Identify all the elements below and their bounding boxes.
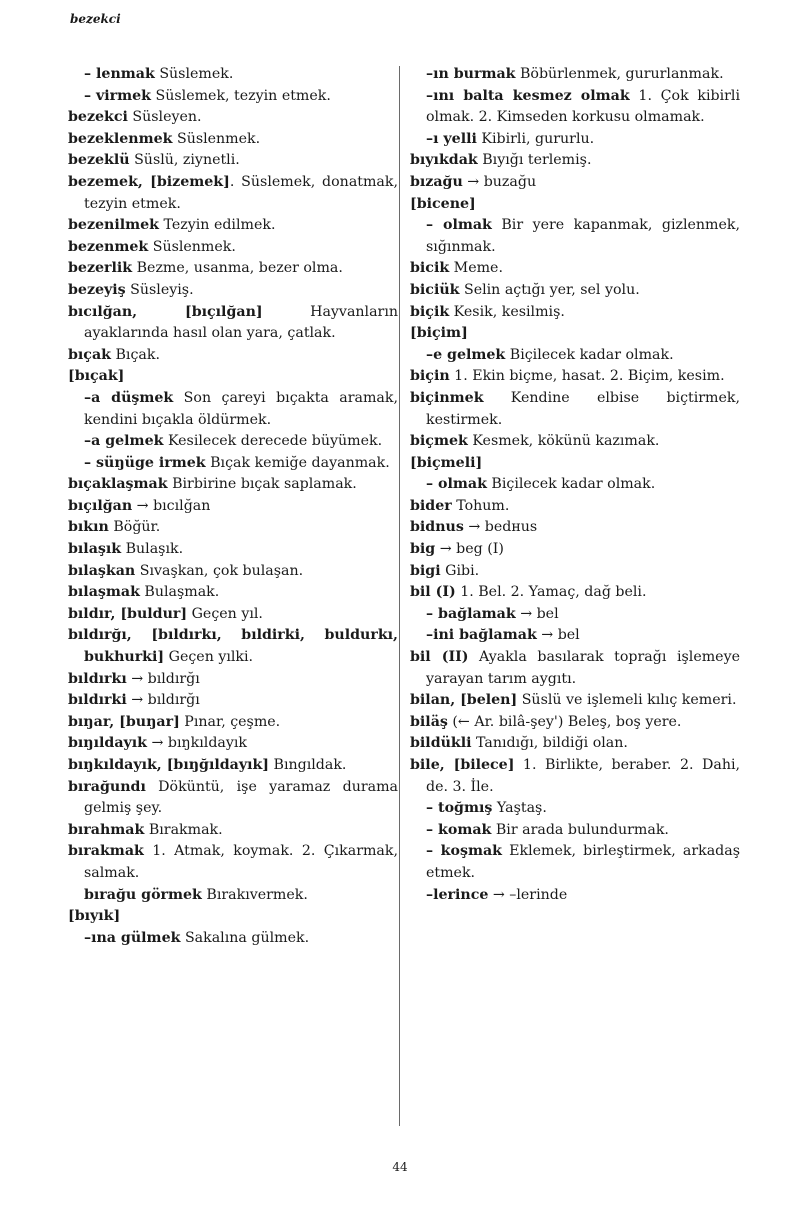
entry-headword: bider xyxy=(410,497,452,514)
dictionary-entry xyxy=(68,777,398,820)
entry-headword: biläş xyxy=(410,713,448,730)
dictionary-entry xyxy=(68,625,398,668)
dictionary-entry xyxy=(68,820,398,842)
entry-headword: biçik xyxy=(410,303,450,320)
dictionary-entry xyxy=(410,388,740,431)
entry-definition: Meme. xyxy=(449,260,503,277)
entry-definition: Tezyin edilmek. xyxy=(159,217,276,234)
entry-definition: → bıldırğı xyxy=(126,670,200,687)
entry-headword: –ını balta kesmez olmak xyxy=(426,87,630,104)
entry-definition: Son çareyi bıçakta aramak, kendini bıçakla öldürmek. xyxy=(84,389,398,428)
entry-headword: bezenmek xyxy=(68,238,149,255)
entry-definition: Kesmek, kökünü kazımak. xyxy=(467,433,660,450)
dictionary-entry xyxy=(68,280,398,302)
dictionary-entry xyxy=(68,669,398,691)
dictionary-entry xyxy=(410,733,740,755)
dictionary-entry xyxy=(410,474,740,496)
entry-headword: bilan, [belen] xyxy=(410,692,518,709)
entry-definition: Süsleyiş. xyxy=(125,281,194,298)
dictionary-entry xyxy=(410,172,740,194)
entry-definition: Bıngıldak. xyxy=(269,757,347,773)
dictionary-entry xyxy=(68,604,398,626)
dictionary-entry xyxy=(410,755,740,798)
entry-definition: Geçen yıl. xyxy=(187,605,263,622)
dictionary-entry xyxy=(410,496,740,518)
entry-definition: Biçilecek kadar olmak. xyxy=(486,476,656,493)
entry-definition: Kibirli, gururlu. xyxy=(476,130,595,147)
entry-headword: –ın burmak xyxy=(426,66,516,82)
dictionary-entry xyxy=(410,453,740,475)
dictionary-entry xyxy=(68,928,398,950)
dictionary-entry xyxy=(68,733,398,755)
entry-definition: Süslenmek. xyxy=(148,238,236,255)
entry-definition: → bıŋkıldayık xyxy=(146,735,248,752)
dictionary-entry xyxy=(68,539,398,561)
dictionary-entry xyxy=(68,906,398,928)
entry-headword: – toğmış xyxy=(426,800,493,817)
dictionary-entry xyxy=(68,107,398,129)
entry-definition: Kesik, kesilmiş. xyxy=(449,303,565,320)
entry-headword: bil (II) xyxy=(410,649,469,666)
entry-headword: bicik xyxy=(410,260,450,277)
entry-headword: bıcılğan, [bıçılğan] xyxy=(68,303,263,320)
entry-headword: bezerlik xyxy=(68,260,133,277)
entry-headword: bıŋıldayık xyxy=(68,735,147,752)
entry-definition: Bıçak. xyxy=(110,346,160,363)
dictionary-entry xyxy=(410,129,740,151)
entry-headword: biçinmek xyxy=(410,389,484,406)
entry-headword: – olmak xyxy=(426,476,487,493)
dictionary-entry xyxy=(68,172,398,215)
entry-definition: Bezme, usanma, bezer olma. xyxy=(132,260,343,277)
dictionary-entry xyxy=(68,841,398,884)
entry-headword: bile, [bilece] xyxy=(410,757,515,773)
dictionary-entry xyxy=(410,712,740,734)
entry-definition: Hayvanların ayaklarında hasıl olan yara, çatlak. xyxy=(84,303,398,342)
entry-headword: bıyıkdak xyxy=(410,152,478,169)
dictionary-entry xyxy=(68,690,398,712)
entry-definition: Geçen yılki. xyxy=(164,649,254,666)
entry-definition: Tohum. xyxy=(451,497,510,514)
entry-definition: Selin açtığı yer, sel yolu. xyxy=(459,281,640,298)
entry-definition: Bıçak kemiğe dayanmak. xyxy=(205,454,390,471)
entry-definition: → bel xyxy=(515,605,559,622)
entry-definition: Süslemek. xyxy=(154,66,234,82)
dictionary-entry xyxy=(410,215,740,258)
entry-definition: 1. Birlikte, beraber. 2. Dahi, de. 3. İle. xyxy=(426,757,741,795)
entry-definition: Gibi. xyxy=(440,562,480,579)
entry-definition: Eklemek, birleştirmek, arkadaş etmek. xyxy=(426,843,740,881)
dictionary-entry xyxy=(410,517,740,539)
entry-headword: – virmek xyxy=(84,87,152,104)
entry-headword: big xyxy=(410,541,436,558)
entry-definition: Böğür. xyxy=(108,519,161,536)
entry-headword: biçmek xyxy=(410,433,468,450)
dictionary-entry xyxy=(410,690,740,712)
entry-headword: bezemek, [bizemek] xyxy=(68,173,230,190)
entry-definition: Bulaşık. xyxy=(121,541,184,558)
entry-headword: bırağu görmek xyxy=(84,886,202,903)
entry-headword: bezeklü xyxy=(68,152,130,169)
dictionary-entry xyxy=(68,302,398,345)
entry-definition: Kesilecek derecede büyümek. xyxy=(163,433,383,450)
entry-headword: –ini bağlamak xyxy=(426,627,537,644)
entry-definition: → –lerinde xyxy=(488,886,568,903)
entry-definition: Bıyığı terlemiş. xyxy=(477,152,592,169)
entry-headword: bıldırki xyxy=(68,692,127,709)
right-column xyxy=(410,64,740,906)
dictionary-entry xyxy=(68,237,398,259)
entry-headword: bıŋkıldayık, [bıŋğıldayık] xyxy=(68,757,270,773)
entry-headword: –e gelmek xyxy=(426,346,506,363)
dictionary-entry xyxy=(68,431,398,453)
entry-definition: → beg (I) xyxy=(435,541,504,558)
dictionary-entry xyxy=(410,194,740,216)
entry-headword: biçin xyxy=(410,368,450,385)
dictionary-entry xyxy=(410,86,740,129)
dictionary-entry xyxy=(68,712,398,734)
entry-headword: [bıyık] xyxy=(68,908,121,925)
entry-headword: bırahmak xyxy=(68,821,145,838)
entry-definition: Böbürlenmek, gururlanmak. xyxy=(515,66,724,82)
entry-headword: bezeklenmek xyxy=(68,130,173,147)
entry-headword: –ına gülmek xyxy=(84,929,181,946)
dictionary-entry xyxy=(68,258,398,280)
dictionary-entry xyxy=(68,755,398,777)
dictionary-entry xyxy=(410,539,740,561)
entry-definition: 1. Bel. 2. Yamaç, dağ beli. xyxy=(455,584,647,601)
left-column xyxy=(68,64,398,949)
dictionary-entry xyxy=(68,561,398,583)
entry-definition: Süslü ve işlemeli kılıç kemeri. xyxy=(517,692,737,709)
dictionary-entry xyxy=(410,150,740,172)
entry-definition: 1. Çok kibirli olmak. 2. Kimseden korkusu olmamak. xyxy=(426,87,740,126)
dictionary-entry xyxy=(410,280,740,302)
dictionary-entry xyxy=(410,323,740,345)
dictionary-entry xyxy=(410,647,740,690)
entry-definition: → bıldırğı xyxy=(126,692,200,709)
dictionary-entry xyxy=(410,64,740,86)
entry-definition: Süsleyen. xyxy=(127,109,202,126)
entry-headword: bıçak xyxy=(68,346,111,363)
entry-definition: Yaştaş. xyxy=(492,800,547,817)
dictionary-entry xyxy=(68,582,398,604)
entry-headword: bırağundı xyxy=(68,778,146,795)
entry-headword: – komak xyxy=(426,821,492,838)
entry-headword: bil (I) xyxy=(410,584,456,601)
entry-definition: 1. Atmak, koymak. 2. Çıkarmak, salmak. xyxy=(84,843,398,881)
entry-headword: –a düşmek xyxy=(84,389,174,406)
entry-definition: Süslenmek. xyxy=(172,130,261,147)
dictionary-entry xyxy=(410,798,740,820)
entry-headword: bıldır, [buldur] xyxy=(68,605,188,622)
dictionary-entry xyxy=(410,366,740,388)
entry-definition: Kendine elbise biçtirmek, kestirmek. xyxy=(426,389,740,428)
entry-definition: Birbirine bıçak saplamak. xyxy=(167,476,357,493)
entry-headword: [biçmeli] xyxy=(410,454,483,471)
entry-headword: –a gelmek xyxy=(84,433,164,450)
entry-definition: 1. Ekin biçme, hasat. 2. Biçim, kesim. xyxy=(449,368,725,385)
dictionary-entry xyxy=(68,345,398,367)
dictionary-entry xyxy=(410,561,740,583)
page-number: 44 xyxy=(392,1160,408,1174)
dictionary-entry xyxy=(410,345,740,367)
dictionary-entry xyxy=(410,302,740,324)
running-head: bezekci xyxy=(70,12,121,26)
entry-definition: Bırakıvermek. xyxy=(201,886,308,903)
entry-headword: bırakmak xyxy=(68,843,144,860)
entry-definition: → buzağu xyxy=(462,173,537,190)
entry-headword: bızağu xyxy=(410,173,463,190)
entry-headword: bezeyiş xyxy=(68,281,126,298)
dictionary-entry xyxy=(68,517,398,539)
dictionary-entry xyxy=(68,885,398,907)
entry-definition: Bulaşmak. xyxy=(139,584,220,601)
entry-definition: Sıvaşkan, çok bulaşan. xyxy=(135,562,304,579)
entry-definition: (← Ar. bilâ-şey') Beleş, boş yere. xyxy=(447,713,682,730)
entry-headword: [bıçak] xyxy=(68,368,125,385)
entry-headword: – olmak xyxy=(426,217,492,234)
entry-definition: Biçilecek kadar olmak. xyxy=(505,346,674,363)
entry-headword: bıçaklaşmak xyxy=(68,476,168,493)
entry-definition: Pınar, çeşme. xyxy=(179,713,281,730)
entry-definition: Bırakmak. xyxy=(144,821,223,838)
dictionary-entry xyxy=(68,150,398,172)
entry-definition: Tanıdığı, bildiği olan. xyxy=(471,735,628,752)
dictionary-entry xyxy=(68,215,398,237)
dictionary-entry xyxy=(410,820,740,842)
entry-headword: –ı yelli xyxy=(426,130,477,147)
entry-headword: bezenilmek xyxy=(68,217,159,234)
entry-definition: . Süslemek, donatmak, tezyin etmek. xyxy=(84,173,398,212)
entry-headword: – lenmak xyxy=(84,66,155,82)
dictionary-entry xyxy=(68,64,398,86)
dictionary-entry xyxy=(410,431,740,453)
column-divider xyxy=(399,66,400,1126)
entry-headword: bılaşmak xyxy=(68,584,140,601)
entry-headword: bılaşık xyxy=(68,541,122,558)
dictionary-entry xyxy=(68,366,398,388)
dictionary-entry xyxy=(68,474,398,496)
entry-definition: Döküntü, işe yaramaz durama gelmiş şey. xyxy=(84,778,398,817)
entry-headword: bıldırkı xyxy=(68,670,127,687)
dictionary-entry xyxy=(410,885,740,907)
dictionary-entry xyxy=(68,496,398,518)
entry-headword: bildükli xyxy=(410,735,472,752)
entry-headword: – bağlamak xyxy=(426,605,516,622)
entry-definition: → bedнus xyxy=(463,519,538,536)
entry-headword: – koşmak xyxy=(426,843,502,860)
entry-definition: Süslü, ziynetli. xyxy=(129,152,240,169)
entry-definition: Sakalına gülmek. xyxy=(180,929,310,946)
entry-definition: Ayakla basılarak toprağı işlemeye yarayan tarım aygıtı. xyxy=(426,649,740,687)
entry-headword: bezekci xyxy=(68,109,128,126)
entry-definition: Süslemek, tezyin etmek. xyxy=(151,87,331,104)
entry-definition: Bir arada bulundurmak. xyxy=(491,821,669,838)
entry-definition: → bıcılğan xyxy=(132,497,211,514)
entry-headword: [biçim] xyxy=(410,325,468,342)
entry-headword: biciük xyxy=(410,281,460,298)
entry-definition: → bel xyxy=(536,627,580,644)
entry-headword: bıldırğı, [bıldırkı, bıldirki, buldurkı, bukhurki] xyxy=(68,627,398,666)
entry-headword: bıçılğan xyxy=(68,497,133,514)
dictionary-entry xyxy=(410,841,740,884)
dictionary-entry xyxy=(410,604,740,626)
dictionary-entry xyxy=(68,129,398,151)
entry-headword: bıŋar, [buŋar] xyxy=(68,713,180,730)
entry-headword: [bicene] xyxy=(410,195,476,212)
dictionary-entry xyxy=(68,453,398,475)
entry-headword: bıkın xyxy=(68,519,109,536)
entry-headword: bılaşkan xyxy=(68,562,136,579)
dictionary-entry xyxy=(410,258,740,280)
entry-definition: Bir yere kapanmak, gizlenmek, sığınmak. xyxy=(426,217,741,255)
dictionary-entry xyxy=(410,582,740,604)
entry-headword: – süŋüge irmek xyxy=(84,454,206,471)
entry-headword: bidnus xyxy=(410,519,464,536)
dictionary-entry xyxy=(68,388,398,431)
dictionary-entry xyxy=(68,86,398,108)
entry-headword: –lerince xyxy=(426,886,489,903)
entry-headword: bigi xyxy=(410,562,441,579)
dictionary-entry xyxy=(410,625,740,647)
